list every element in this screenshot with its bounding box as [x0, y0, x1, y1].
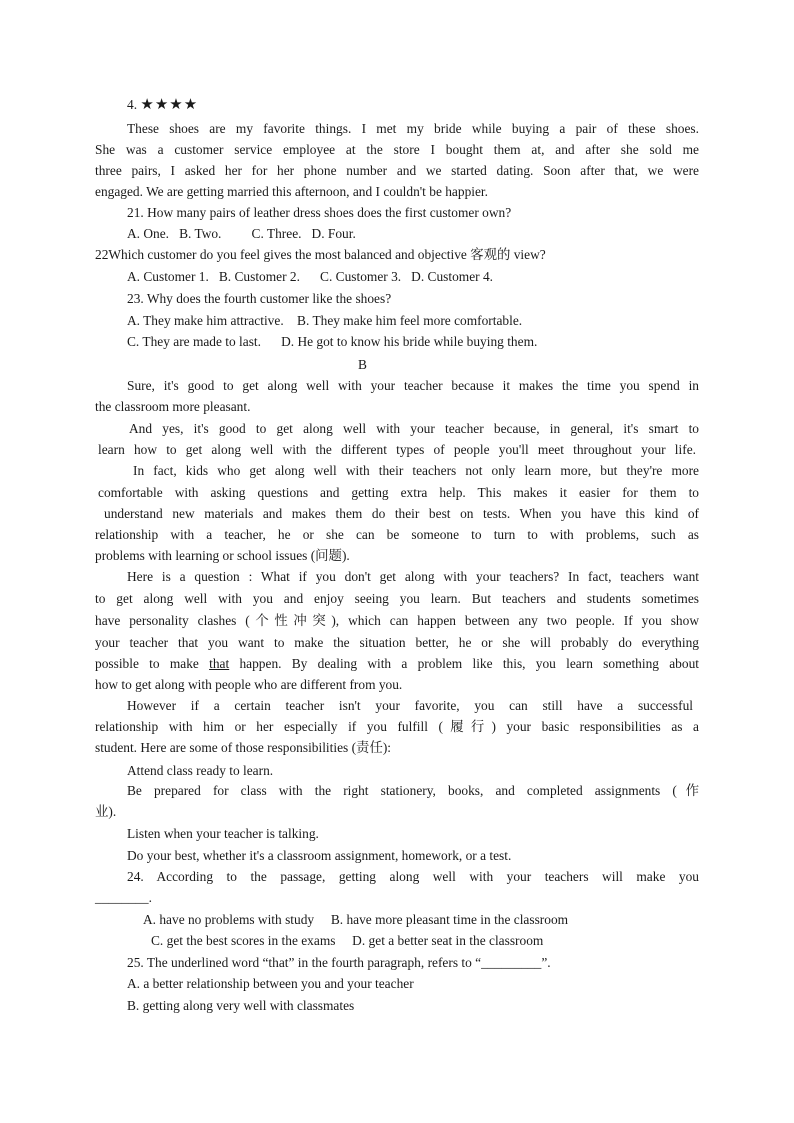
p4-line-3: have personality clashes (个性冲突), which can happen between any two people. If you show — [95, 613, 699, 628]
list-item-4: Do your best, whether it's a classroom assignment, homework, or a test. — [127, 848, 512, 863]
list-item-2: Be prepared for class with the right stationery, books, and completed assignments (作 — [127, 783, 699, 798]
q25-option-b: B. getting along very well with classmates — [127, 998, 355, 1013]
star-rating: ★★★★ — [140, 97, 199, 113]
q23-options-ab: A. They make him attractive. B. They make him feel more comfortable. — [127, 313, 523, 328]
q25-option-a: A. a better relationship between you and your teacher — [127, 976, 414, 991]
p2-line-1: And yes, it's good to get along well with your teacher because, in general, it's smart to — [129, 421, 699, 436]
p1-line-2: the classroom more pleasant. — [95, 399, 251, 414]
q21-options: A. One. B. Two. C. Three. D. Four. — [127, 226, 356, 241]
p4-line-4: your teacher that you want to make the situation better, he or she will probably do everything — [95, 635, 699, 650]
p4-line-6: how to get along with people who are different from you. — [95, 677, 403, 692]
item-number — [127, 96, 198, 114]
q21-stem: 21. How many pairs of leather dress shoes does the first customer own? — [127, 205, 512, 220]
p3-line-1: In fact, kids who get along well with their teachers not only learn more, but they're more — [133, 463, 699, 478]
p3-line-5: problems with learning or school issues (问题). — [95, 548, 350, 563]
p3-line-2: comfortable with asking questions and getting extra help. This makes it easier for them to — [98, 485, 699, 500]
q24-stem: 24. According to the passage, getting along well with your teachers will make you — [127, 869, 699, 884]
p3-line-4: relationship with a teacher, he or she can be someone to turn to with problems, such as — [95, 527, 699, 542]
list-item-1: Attend class ready to learn. — [127, 763, 274, 778]
q24-blank: ________. — [95, 890, 152, 905]
section-b-heading: B — [358, 357, 367, 372]
q23-options-cd: C. They are made to last. D. He got to know his bride while buying them. — [127, 334, 538, 349]
q25-stem: 25. The underlined word “that” in the fourth paragraph, refers to “_________”. — [127, 955, 551, 970]
customer4-line-3: three pairs, I asked her for her phone number and we started dating. Soon after that, we were — [95, 163, 699, 178]
customer4-line-1: These shoes are my favorite things. I met my bride while buying a pair of these shoes. — [127, 121, 699, 136]
customer4-line-4: engaged. We are getting married this afternoon, and I couldn't be happier. — [95, 184, 488, 199]
q24-options-ab: A. have no problems with study B. have more pleasant time in the classroom — [143, 912, 569, 927]
p5-line-3: student. Here are some of those responsibilities (责任): — [95, 740, 392, 755]
p4-line-2: to get along well with you and enjoy seeing you learn. But teachers and students sometimes — [95, 591, 699, 606]
q22-options: A. Customer 1. B. Customer 2. C. Customer 3. D. Customer 4. — [127, 269, 494, 284]
list-item-3: Listen when your teacher is talking. — [127, 826, 319, 841]
p2-line-2: learn how to get along well with the different types of people you'll meet throughout your life. — [98, 442, 696, 457]
p3-line-3: understand new materials and makes them do their best on tests. When you have this kind of — [104, 506, 699, 521]
underlined-word-that: that — [209, 656, 230, 671]
customer4-line-2: She was a customer service employee at the store I bought them at, and after she sold me — [95, 142, 699, 157]
list-item-2-cont: 业). — [95, 804, 117, 819]
q24-options-cd: C. get the best scores in the exams D. get a better seat in the classroom — [151, 933, 544, 948]
q22-stem: 22Which customer do you feel gives the most balanced and objective 客观的 view? — [95, 247, 546, 262]
p4-line-5 — [95, 655, 699, 672]
q23-stem: 23. Why does the fourth customer like the shoes? — [127, 291, 392, 306]
item-number-text: 4. — [127, 97, 138, 112]
p5-line-1: However if a certain teacher isn't your favorite, you can still have a successful — [127, 698, 693, 713]
p4-line-5-before: possible to make — [95, 656, 210, 671]
p4-line-1: Here is a question : What if you don't get along with your teachers? In fact, teachers want — [127, 569, 699, 584]
p5-line-2: relationship with him or her especially if you fulfill (履行) your basic responsibilities as a — [95, 719, 699, 734]
p1-line-1: Sure, it's good to get along well with your teacher because it makes the time you spend in — [127, 378, 699, 393]
p4-line-5-after: happen. By dealing with a problem like this, you learn something about — [229, 656, 699, 671]
